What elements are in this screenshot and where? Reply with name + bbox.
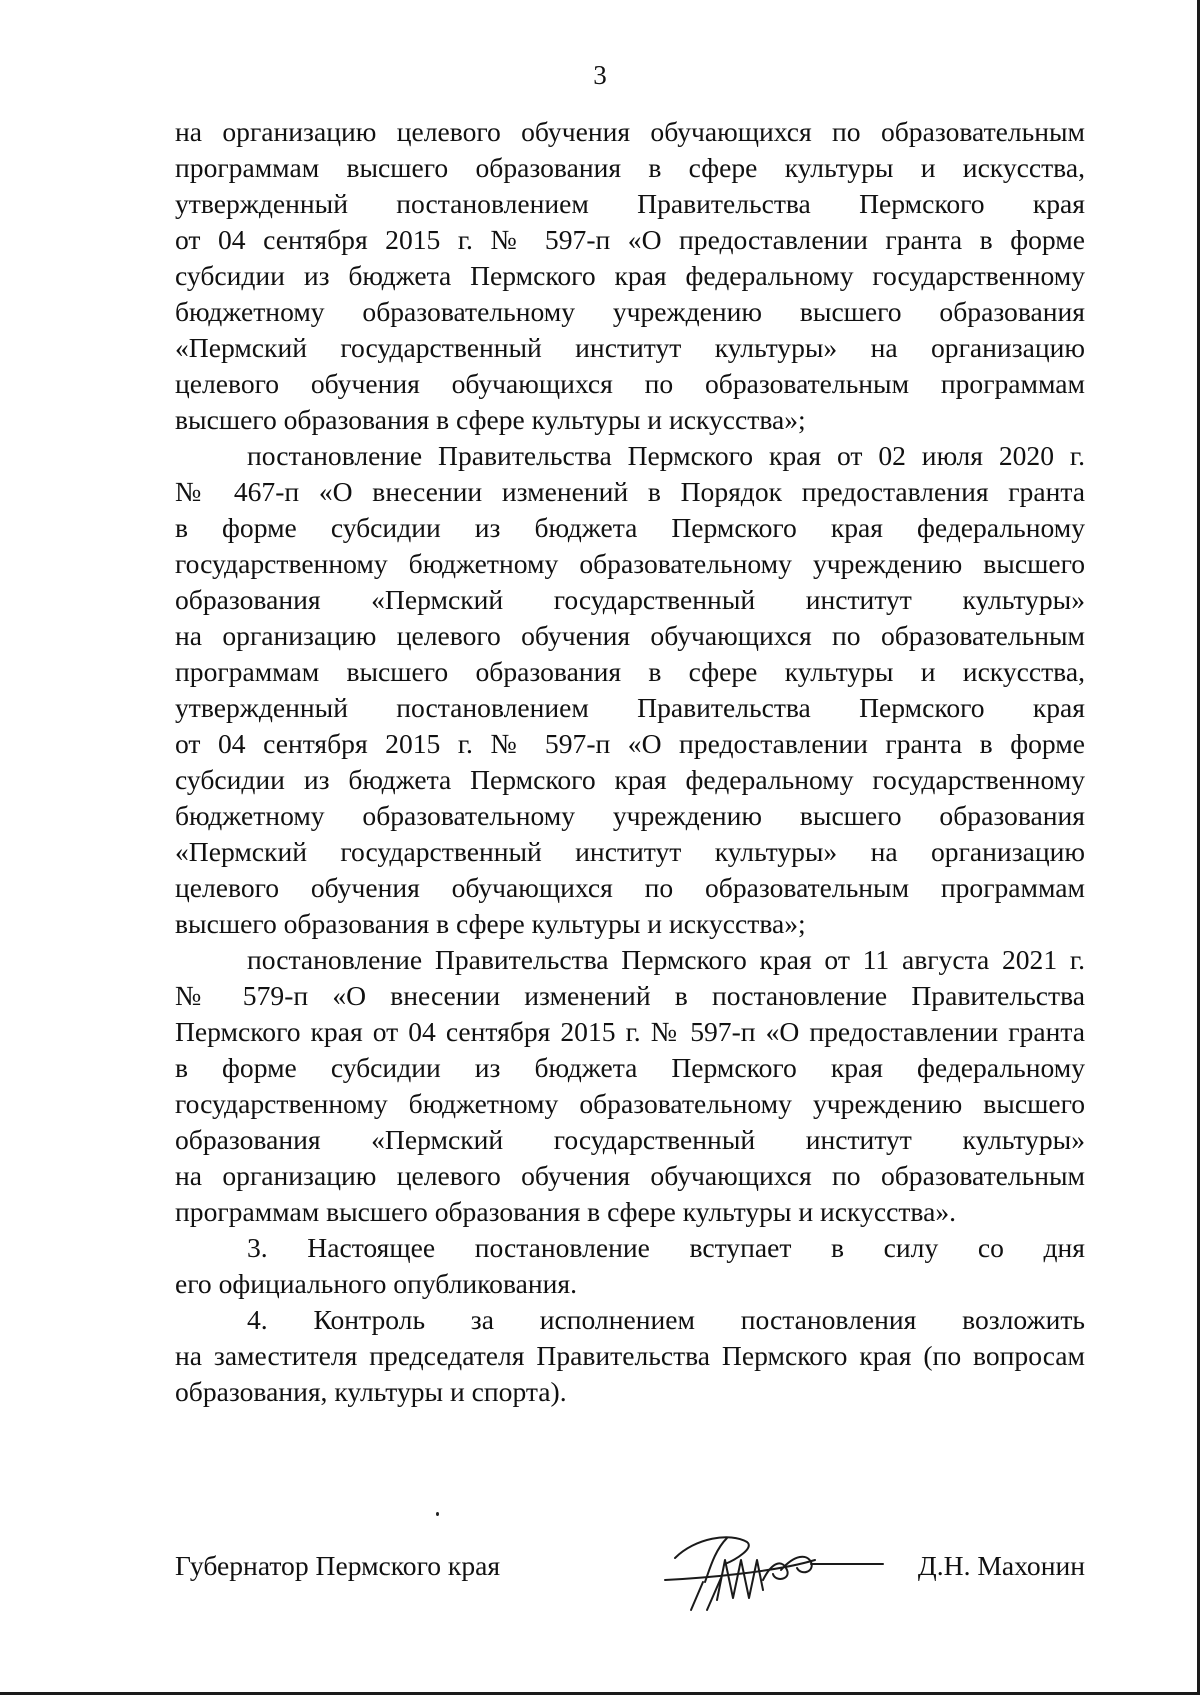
document-body (175, 114, 1085, 1410)
text-line: программам высшего образования в сфере культуры и искусства, (175, 656, 1085, 687)
text-line: на организацию целевого обучения обучающихся по образовательным (175, 1160, 1085, 1191)
text-line: бюджетному образовательному учреждению высшего образования (175, 800, 1085, 831)
text-line: Пермского края от 04 сентября 2015 г. № 597-п «О предоставлении гранта (175, 1016, 1085, 1047)
signature-block (175, 1542, 1085, 1602)
paragraph (175, 438, 1085, 942)
text-line: в форме субсидии из бюджета Пермского края федеральному (175, 1052, 1085, 1083)
text-line: «Пермский государственный институт культуры» на организацию (175, 836, 1085, 867)
text-line: утвержденный постановлением Правительства Пермского края (175, 692, 1085, 723)
signatory-name: Д.Н. Махонин (917, 1550, 1085, 1581)
text-line: высшего образования в сфере культуры и искусства»; (175, 908, 806, 939)
paragraph (175, 1302, 1085, 1410)
text-line: государственному бюджетному образовательному учреждению высшего (175, 548, 1085, 579)
text-line: на организацию целевого обучения обучающихся по образовательным (175, 620, 1085, 651)
text-line: на организацию целевого обучения обучающихся по образовательным (175, 116, 1085, 147)
text-line: государственному бюджетному образовательному учреждению высшего (175, 1088, 1085, 1119)
text-line: высшего образования в сфере культуры и искусства»; (175, 404, 806, 435)
text-line: субсидии из бюджета Пермского края федеральному государственному (175, 260, 1085, 291)
text-line: целевого обучения обучающихся по образовательным программам (175, 368, 1085, 399)
text-line: постановление Правительства Пермского края от 11 августа 2021 г. (247, 944, 1085, 975)
text-line: от 04 сентября 2015 г. № 597-п «О предоставлении гранта в форме (175, 224, 1085, 255)
text-line: от 04 сентября 2015 г. № 597-п «О предоставлении гранта в форме (175, 728, 1085, 759)
text-line: программам высшего образования в сфере культуры и искусства». (175, 1196, 957, 1227)
text-line: постановление Правительства Пермского края от 02 июля 2020 г. (247, 440, 1085, 471)
text-line: бюджетному образовательному учреждению высшего образования (175, 296, 1085, 327)
text-line: образования, культуры и спорта). (175, 1376, 567, 1407)
text-line: образования «Пермский государственный институт культуры» (175, 1124, 1085, 1155)
signatory-position: Губернатор Пермского края (175, 1550, 501, 1581)
text-line: утвержденный постановлением Правительства Пермского края (175, 188, 1085, 219)
scan-speck (436, 1512, 439, 1516)
text-line: в форме субсидии из бюджета Пермского края федеральному (175, 512, 1085, 543)
text-line: субсидии из бюджета Пермского края федеральному государственному (175, 764, 1085, 795)
handwritten-signature (655, 1520, 885, 1615)
page-number: 3 (593, 60, 607, 90)
text-line: 3. Настоящее постановление вступает в силу со дня (247, 1232, 1085, 1263)
paragraph (175, 114, 1085, 438)
text-line: целевого обучения обучающихся по образовательным программам (175, 872, 1085, 903)
paragraph (175, 942, 1085, 1230)
text-line: 4. Контроль за исполнением постановления возложить (247, 1304, 1085, 1335)
text-line: его официального опубликования. (175, 1268, 578, 1299)
text-line: на заместителя председателя Правительства Пермского края (по вопросам (175, 1340, 1085, 1371)
text-line: № 467-п «О внесении изменений в Порядок предоставления гранта (175, 476, 1085, 507)
text-line: «Пермский государственный институт культуры» на организацию (175, 332, 1085, 363)
text-line: программам высшего образования в сфере культуры и искусства, (175, 152, 1085, 183)
text-line: образования «Пермский государственный институт культуры» (175, 584, 1085, 615)
text-line: № 579-п «О внесении изменений в постановление Правительства (175, 980, 1085, 1011)
paragraph (175, 1230, 1085, 1302)
